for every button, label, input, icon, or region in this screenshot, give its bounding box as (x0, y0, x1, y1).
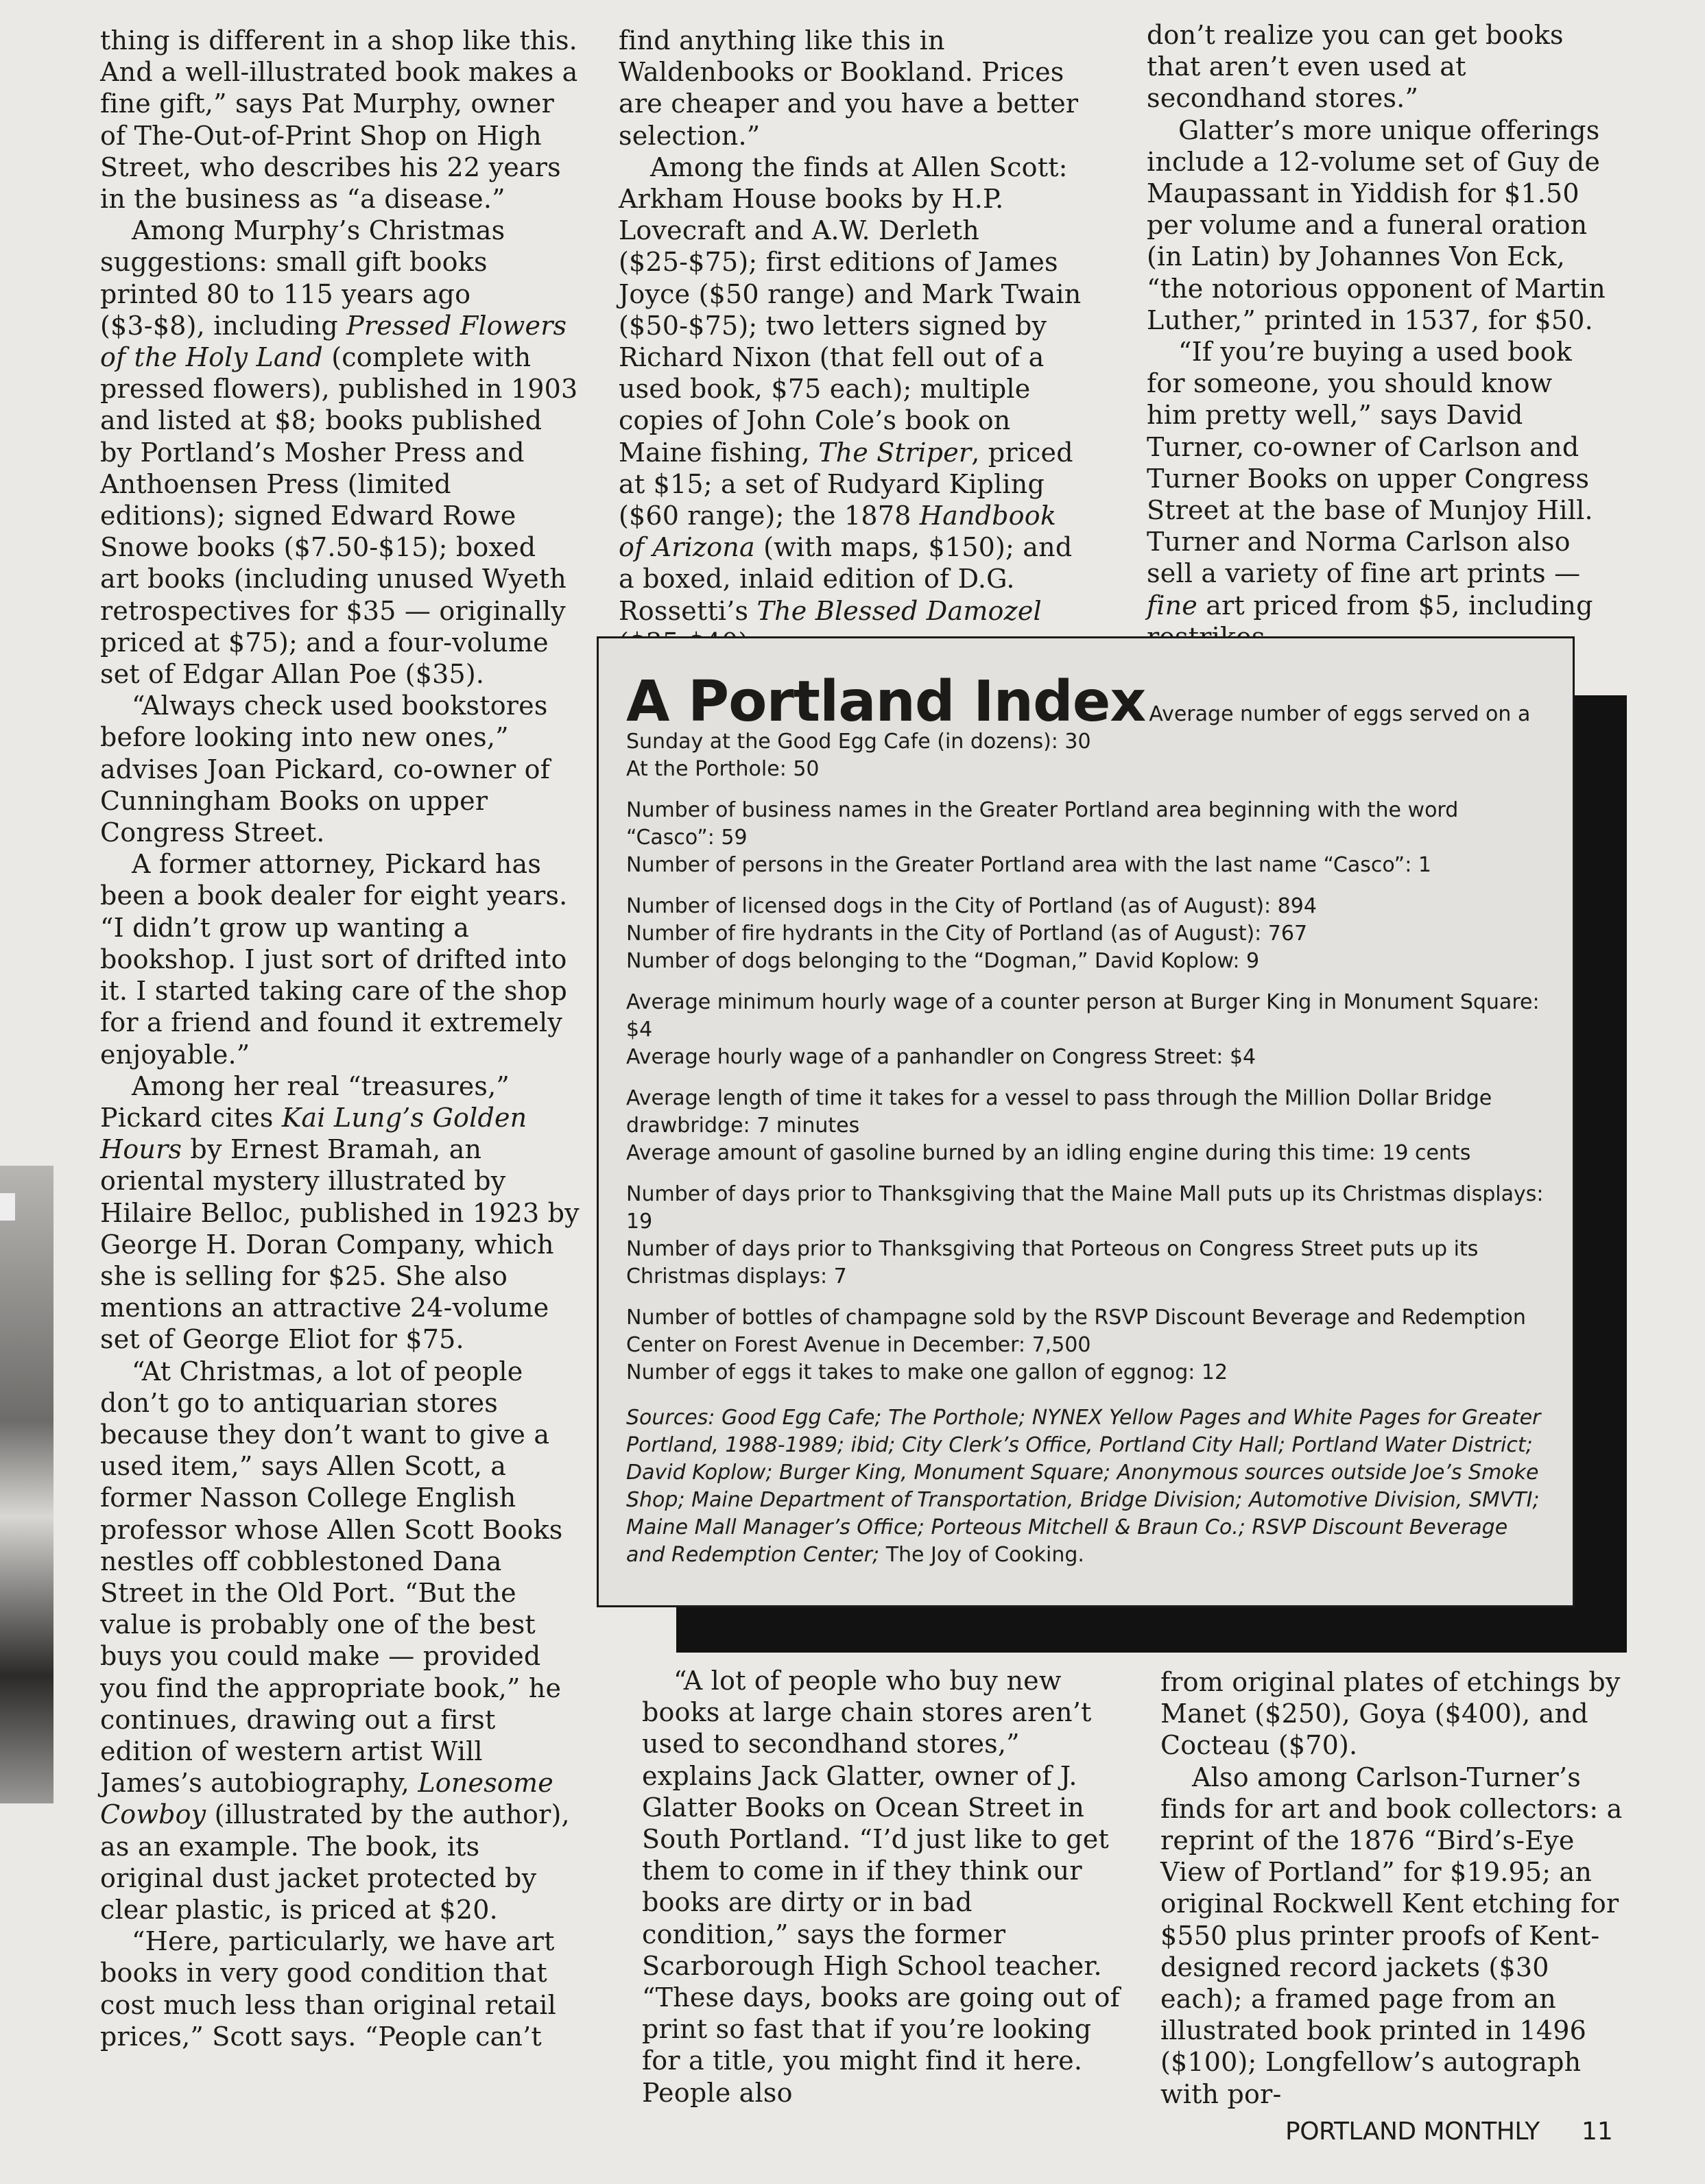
index-item: At the Porthole: 50 (626, 757, 820, 781)
paragraph: Also among Carlson-Turner’s finds for art and book collectors: a reprint of the 1876 “Bird’s-Eye View of Portland” for $19.95; an original Rockwell Kent etching for $550 plus printer proofs of Kent-designed record jackets ($30 each); a framed page from an illustrated book printed in 1496 ($100); Longfellow’s autograph with por- (1160, 1762, 1623, 2109)
paragraph: find anything like this in Waldenbooks or Bookland. Prices are cheaper and you have a better selection.” (619, 25, 1079, 151)
portland-index-box (597, 636, 1575, 1607)
index-item: Number of dogs belonging to the “Dogman,” David Koplow: 9 (626, 949, 1260, 973)
index-lead: Average number of eggs served on a Sunday at the Good Egg Cafe (in dozens): 30 (626, 702, 1531, 754)
index-item: Number of persons in the Greater Portland area with the last name “Casco”: 1 (626, 853, 1431, 877)
paragraph: thing is different in a shop like this. And a well-illustrated book makes a fine gift,” says Pat Murphy, owner of The-Out-of-Print Shop on High Street, who describes his 22 years in the business as “a disease.” (100, 25, 578, 215)
article-column-5 (1160, 1666, 1627, 2110)
index-group (626, 797, 1545, 879)
paragraph: “Always check used bookstores before looking into new ones,” advises Joan Pickard, co-owner of Cunningham Books on upper Congress Street. (100, 691, 550, 848)
paragraph: A former attorney, Pickard has been a book dealer for eight years. “I didn’t grow up wanting a bookshop. I just sort of drifted into it. I started taking care of the shop for a friend and found it extremely enjoyable.” (100, 849, 568, 1070)
index-groups (626, 756, 1545, 1387)
paragraph: Among the finds at Allen Scott: Arkham House books by H.P. Lovecraft and A.W. Derleth ($25-$75); first editions of James Joyce ($50 range) and Mark Twain ($50-$75); two letters signed by Richard Nixon (that fell out of a used book, $75 each); multiple copies of John Cole’s book on Maine fishing, The Striper, priced at $15; a set of Rudyard Kipling ($60 range); the 1878 Handbook of Arizona (with maps, $150); and a boxed, inlaid edition of D.G. Rossetti’s The Blessed Damozel (619, 152, 1082, 626)
index-item: Number of bottles of champagne sold by the RSVP Discount Beverage and Redemption Center on Forest Avenue in December: 7,500 (626, 1306, 1526, 1357)
index-group (626, 1181, 1545, 1291)
paragraph: “At Christmas, a lot of people don’t go to antiquarian stores because they don’t want to give a used item,” says Allen Scott, a former Nasson College English professor whose Allen Scott Books nestles off cobblestoned Dana Street in the Old Port. “But the value is probably one of the best buys you could make — provided you find the appropriate book,” he continues, drawing out a first edition of western artist Will James’s autobiography, Lonesome Cowboy (illustrated by the author), as an example. The book, its original dust jacket protected by clear plastic, is priced at $20. (100, 1356, 570, 1925)
article-column-4 (642, 1665, 1122, 2109)
paragraph: Among Murphy’s Christmas suggestions: small gift books printed 80 to 115 years ago ($3-$8), including Pressed Flowers of the Holy Land (complete with pressed flowers), published in 1903 and listed at $8; books published by Portland’s Mosher Press and Anthoensen Press (limited editions); signed Edward Rowe Snowe books ($7.50-$15); boxed art books (including unused Wyeth retrospectives for $35 — originally priced at $75); and a four-volume set of Edgar Allan Poe ($35). (100, 215, 578, 690)
paragraph: “A lot of people who buy new books at large chain stores aren’t used to secondhand stores,” explains Jack Glatter, owner of J. Glatter Books on Ocean Street in South Portland. “I’d just like to get them to come in if they think our books are dirty or in bad condition,” says the former Scarborough High School teacher. “These days, books are going out of print so fast that if you’re looking for a title, you might find it here. People also (642, 1666, 1120, 2108)
paragraph: “If you’re buying a used book for someone, you should know him pretty well,” says David Turner, co-owner of Carlson and Turner Books on upper Congress Street at the base of Munjoy Hill. Turner and Norma Carlson also sell a variety of fine art prints — fine art priced from $5, including (1147, 337, 1593, 621)
article-column-3 (1147, 19, 1610, 653)
adjacent-page-label (0, 1193, 15, 1221)
index-item: Average hourly wage of a panhandler on Congress Street: $4 (626, 1045, 1256, 1069)
index-group (626, 756, 1545, 783)
index-item: Number of licensed dogs in the City of Portland (as of August): 894 (626, 894, 1317, 918)
index-item: Average length of time it takes for a vessel to pass through the Million Dollar Bridge drawbridge: 7 minutes (626, 1086, 1492, 1138)
page-number: 11 (1582, 2117, 1613, 2146)
article-column-1 (100, 25, 580, 2052)
index-item: Number of fire hydrants in the City of Portland (as of August): 767 (626, 922, 1308, 946)
paragraph: Among her real “treasures,” Pickard cites Kai Lung’s Golden Hours by Ernest Bramah, an oriental mystery illustrated by Hilaire Belloc, published in 1923 by George H. Doran Company, which she is selling for $25. She also mentions an attractive 24-volume set of George Eliot for $75. (100, 1070, 580, 1355)
index-group (626, 1085, 1545, 1167)
index-group (626, 989, 1545, 1071)
index-item: Number of days prior to Thanksgiving that Porteous on Congress Street puts up its Christmas displays: 7 (626, 1237, 1479, 1288)
paragraph: from original plates of etchings by Manet ($250), Goya ($400), and Cocteau ($70). (1160, 1667, 1621, 1761)
index-item: Number of eggs it takes to make one gallon of eggnog: 12 (626, 1360, 1228, 1384)
index-item: Average minimum hourly wage of a counter person at Burger King in Monument Square: $4 (626, 990, 1540, 1042)
index-group (626, 893, 1545, 975)
article-column-2 (619, 25, 1089, 658)
index-item: Number of business names in the Greater Portland area beginning with the word “Casco”: 59 (626, 798, 1459, 850)
paragraph: don’t realize you can get books that aren’t even used at secondhand stores.” (1147, 20, 1564, 114)
adjacent-page-edge (0, 1166, 53, 1803)
index-sources-tail: The Joy of Cooking. (885, 1543, 1084, 1567)
index-group (626, 1304, 1545, 1387)
index-item: Average amount of gasoline burned by an idling engine during this time: 19 cents (626, 1141, 1471, 1165)
publication-name: PORTLAND MONTHLY (1285, 2117, 1540, 2146)
index-item: Number of days prior to Thanksgiving that the Maine Mall puts up its Christmas displays: 19 (626, 1182, 1544, 1234)
paragraph: Glatter’s more unique offerings include a 12-volume set of Guy de Maupassant in Yiddish for $1.50 per volume and a funeral oration (in Latin) by Johannes Von Eck, “the notorious opponent of Martin Luther,” printed in 1537, for $50. (1147, 115, 1606, 335)
index-sources: Sources: Good Egg Cafe; The Porthole; NYNEX Yellow Pages and White Pages for Greater Portland, 1988-1989; ibid; City Clerk’s Office, Portland City Hall; Portland Water District; David Koplow; Burger King, Monument Square; Anonymous sources outside Joe’s Smoke Shop; Maine Department of Transportation, Bridge Division; Automotive Division, SMVTI; Maine Mall Manager’s Office; Porteous Mitchell & Braun Co.; RSVP Discount Beverage and Redemption Center; The Joy of Cooking. (626, 1406, 1541, 1567)
paragraph: “Here, particularly, we have art books in very good condition that cost much less than original retail prices,” Scott says. “People can’t (100, 1926, 556, 2052)
index-title: A Portland Index (626, 669, 1146, 734)
